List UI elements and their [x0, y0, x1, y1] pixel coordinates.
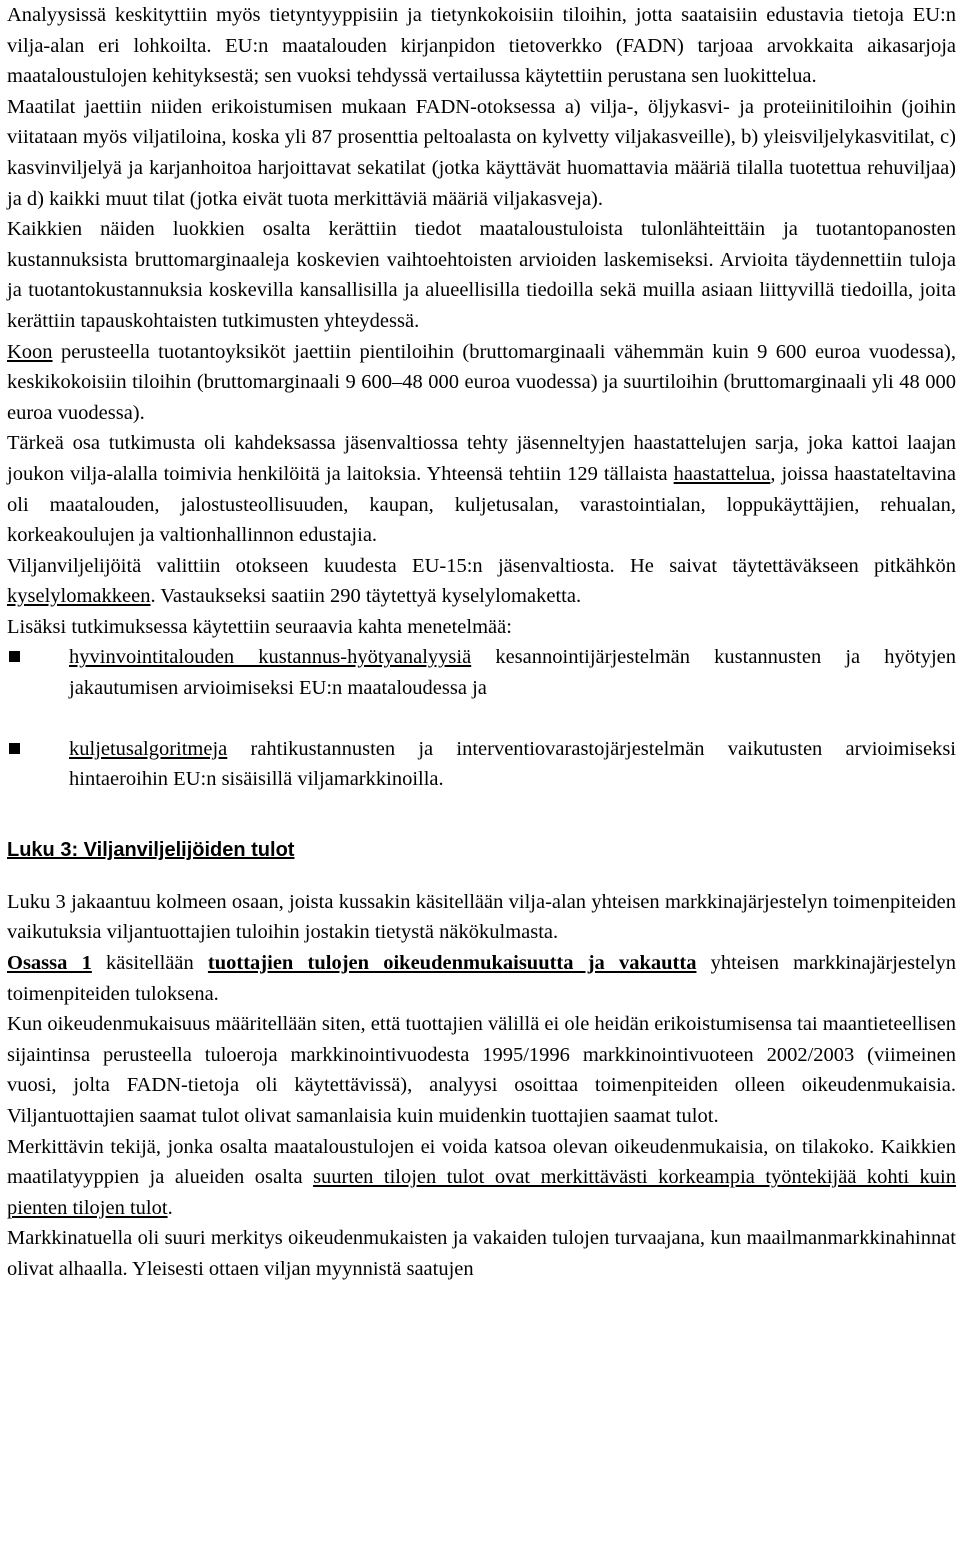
paragraph-methods-intro: Lisäksi tutkimuksessa käytettiin seuraavia kahta menetelmää: [7, 615, 512, 638]
list-item [7, 642, 956, 703]
paragraph-analysis-focus: Analyysissä keskityttiin myös tietyntyyppisiin ja tietynkokoisiin tiloihin, jotta saataisiin edustavia tietoja EU:n vilja-alan eri lohkoilta. EU:n maatalouden kirjanpidon tietoverkko (FADN) tarjoaa arvokkaita aikasarjoja maataloustulojen kehityksestä; sen vuoksi tehdyssä vertailussa käytettiin perustana sen luokittelua. [7, 4, 956, 88]
list-item-text: kesannointijärjestelmän kustannusten ja hyötyjen jakautumisen arvioimiseksi EU:n maataloudessa ja [69, 646, 956, 700]
paragraph-farm-size-factor [7, 1132, 956, 1224]
link-kyselylomakkeen[interactable]: kyselylomakkeen [7, 585, 151, 608]
paragraph-part-1 [7, 948, 956, 1009]
link-koon[interactable]: Koon [7, 340, 53, 363]
paragraph-farm-size [7, 337, 956, 429]
paragraph-interviews [7, 428, 956, 550]
paragraph-farm-classification: Maatilat jaettiin niiden erikoistumisen mukaan FADN-otoksessa a) vilja-, öljykasvi- ja proteiinitiloihin (joihin viitataan myös viljatiloina, koska yli 87 prosenttia peltoalasta on kylvetty viljakasveille), b) yleisviljelykasvitilat, c) kasvinviljelyä ja karjanhoitoa harjoittavat sekatilat (jotka käyttävät huomattavia määriä tilalla tuotettua rehuviljaa) ja d) kaikki muut tilat (jotka eivät tuota merkittäviä määriä viljakasveja). [7, 95, 956, 210]
list-item [7, 734, 956, 795]
paragraph-questionnaire-text-2: . Vastaukseksi saatiin 290 täytettyä kyselylomaketta. [150, 585, 582, 608]
link-osassa-1[interactable]: Osassa 1 [7, 952, 92, 975]
paragraph-farm-size-factor-text-1: Merkittävin tekijä, jonka osalta maataloustulojen ei voida katsoa olevan oikeudenmukaisia, on tilakoko. Kaikkien maatilatyyppien ja alueiden osalta [7, 1135, 956, 1189]
paragraph-income-data: Kaikkien näiden luokkien osalta kerättiin tiedot maataloustuloista tulonlähteittäin ja tuotantopanosten kustannuksista bruttomarginaaleja koskevien vaihtoehtoisten arvioiden laskemiseksi. Arvioita täydennettiin tuloja ja tuotantokustannuksia koskevilla kansallisilla ja alueellisilla tiedoilla sekä muilla asiaan liittyvillä tiedoilla, joita kerättiin tapauskohtaisten tutkimusten yhteydessä. [7, 218, 956, 332]
paragraph-interviews-text-2: , joissa haastateltavina oli maatalouden, jalostusteollisuuden, kaupan, kuljetusalan, varastointialan, loppukäyttäjien, rehualan, korkeakoulujen ja valtionhallinnon edustajia. [7, 462, 956, 547]
paragraph-farm-size-factor-text-2: . [167, 1196, 173, 1219]
highlight-income-fairness: tuottajien tulojen oikeudenmukaisuutta ja vakautta [207, 952, 697, 975]
paragraph-farm-size-text: perusteella tuotantoyksiköt jaettiin pientiloihin (bruttomarginaali vähemmän kuin 9 600 euroa vuodessa), keskikokoisiin tiloihin (bruttomarginaali 9 600–48 000 euroa vuodessa) ja suurtiloihin (bruttomarginaali yli 48 000 euroa vuodessa). [7, 340, 956, 424]
paragraph-questionnaire-text-1: Viljanviljelijöitä valittiin otokseen kuudesta EU-15:n jäsenvaltiosta. He saivat täytettäväkseen pitkähkön [7, 554, 956, 577]
paragraph-fairness-definition: Kun oikeudenmukaisuus määritellään siten, että tuottajien välillä ei ole heidän erikoistumisensa tai maantieteellisen sijaintinsa perusteella tuloeroja markkinointivuodesta 1995/1996 markkinointivuoteen 2002/2003 (viimeinen vuosi, jolta FADN-tietoja oli käytettävissä), analyysi osoittaa toimenpiteiden olleen oikeudenmukaisia. Viljantuottajien saamat tulot olivat samanlaisia kuin muidenkin tuottajien saamat tulot. [7, 1013, 956, 1127]
square-bullet-icon [9, 743, 20, 754]
methods-list [7, 642, 956, 794]
square-bullet-icon [9, 651, 20, 662]
paragraph-chapter-intro: Luku 3 jakaantuu kolmeen osaan, joista kussakin käsitellään vilja-alan yhteisen markkinajärjestelyn toimenpiteiden vaikutuksia viljantuottajien tuloihin jostakin tietystä näkökulmasta. [7, 890, 956, 944]
list-item-text: rahtikustannusten ja interventiovarastojärjestelmän vaikutusten arvioimiseksi hintaeroihin EU:n sisäisillä viljamarkkinoilla. [69, 737, 956, 791]
chapter-heading: Luku 3: Viljanviljelijöiden tulot [7, 838, 295, 861]
link-transport-algorithms[interactable]: kuljetusalgoritmeja [69, 737, 228, 760]
paragraph-questionnaire [7, 551, 956, 612]
paragraph-market-support: Markkinatuella oli suuri merkitys oikeudenmukaisten ja vakaiden tulojen turvaajana, kun maailmanmarkkinahinnat olivat alhaalla. Yleisesti ottaen viljan myynnistä saatujen [7, 1227, 956, 1280]
paragraph-part-1-text-2: yhteisen markkinajärjestelyn toimenpiteiden tuloksena. [7, 952, 956, 1005]
link-haastattelua[interactable]: haastattelua [673, 462, 771, 485]
paragraph-interviews-text-1: Tärkeä osa tutkimusta oli kahdeksassa jäsenvaltiossa tehty jäsenneltyjen haastattelujen sarja, joka kattoi laajan joukon vilja-alalla toimivia henkilöitä ja laitoksia. Yhteensä tehtiin 129 tällaista [7, 432, 956, 485]
paragraph-part-1-text-1: käsitellään [91, 952, 208, 975]
link-cost-benefit-analysis[interactable]: hyvinvointitalouden kustannus-hyötyanalyysiä [69, 646, 472, 669]
link-large-farm-income[interactable]: suurten tilojen tulot ovat merkittävästi korkeampia työntekijää kohti kuin pienten tilojen tulot [7, 1166, 956, 1219]
